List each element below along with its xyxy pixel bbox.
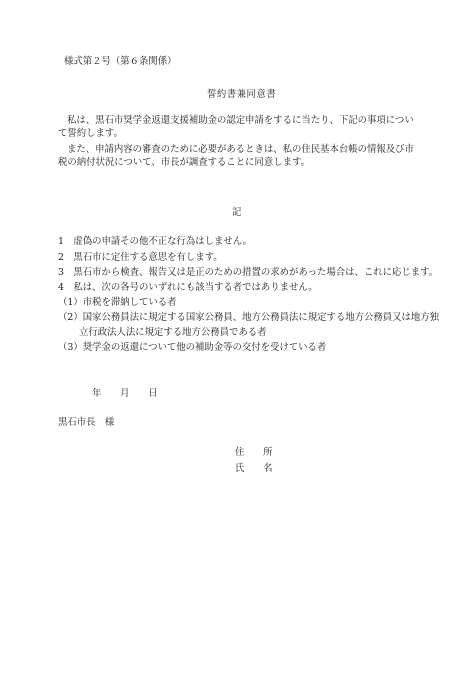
subitem-2: （2）国家公務員法に規定する国家公務員、地方公務員法に規定する地方公務員又は地方独 xyxy=(58,312,439,323)
document-title: 誓約書兼同意書 xyxy=(207,89,277,100)
pledge-item-2: 2 黒石市に定住する意思を有します。 xyxy=(58,252,223,263)
ki-heading: 記 xyxy=(232,207,242,218)
date-line: 年 月 日 xyxy=(92,388,158,399)
pledge-paragraph: 私は、黒石市奨学金返還支援補助金の認定申請をするに当たり、下記の事項について誓約します。 xyxy=(58,115,414,139)
pledge-item-1: 1 虚偽の申請その他不正な行為はしません。 xyxy=(58,236,253,247)
pledge-item-3: 3 黒石市から検査、報告又は是正のための措置の求めがあった場合は、これに応じます。 xyxy=(58,267,439,278)
name-label: 氏 名 xyxy=(235,463,273,474)
subitem-2-continued: 立行政法人法に規定する地方公務員である者 xyxy=(79,327,267,338)
pledge-item-4: 4 私は、次の各号のいずれにも該当する者ではありません。 xyxy=(58,282,318,293)
addressee: 黒石市長 様 xyxy=(58,417,115,428)
subitem-1: （1）市税を滞納している者 xyxy=(58,297,177,308)
subitem-3: （3）奨学金の返還について他の補助金等の交付を受けている者 xyxy=(58,342,327,353)
address-label: 住 所 xyxy=(235,447,273,458)
consent-paragraph: また、申請内容の審査のために必要があるときは、私の住民基本台帳の情報及び市税の納付状況について、市長が調査することに同意します。 xyxy=(58,144,414,168)
form-label: 様式第２号（第６条関係） xyxy=(64,56,177,67)
